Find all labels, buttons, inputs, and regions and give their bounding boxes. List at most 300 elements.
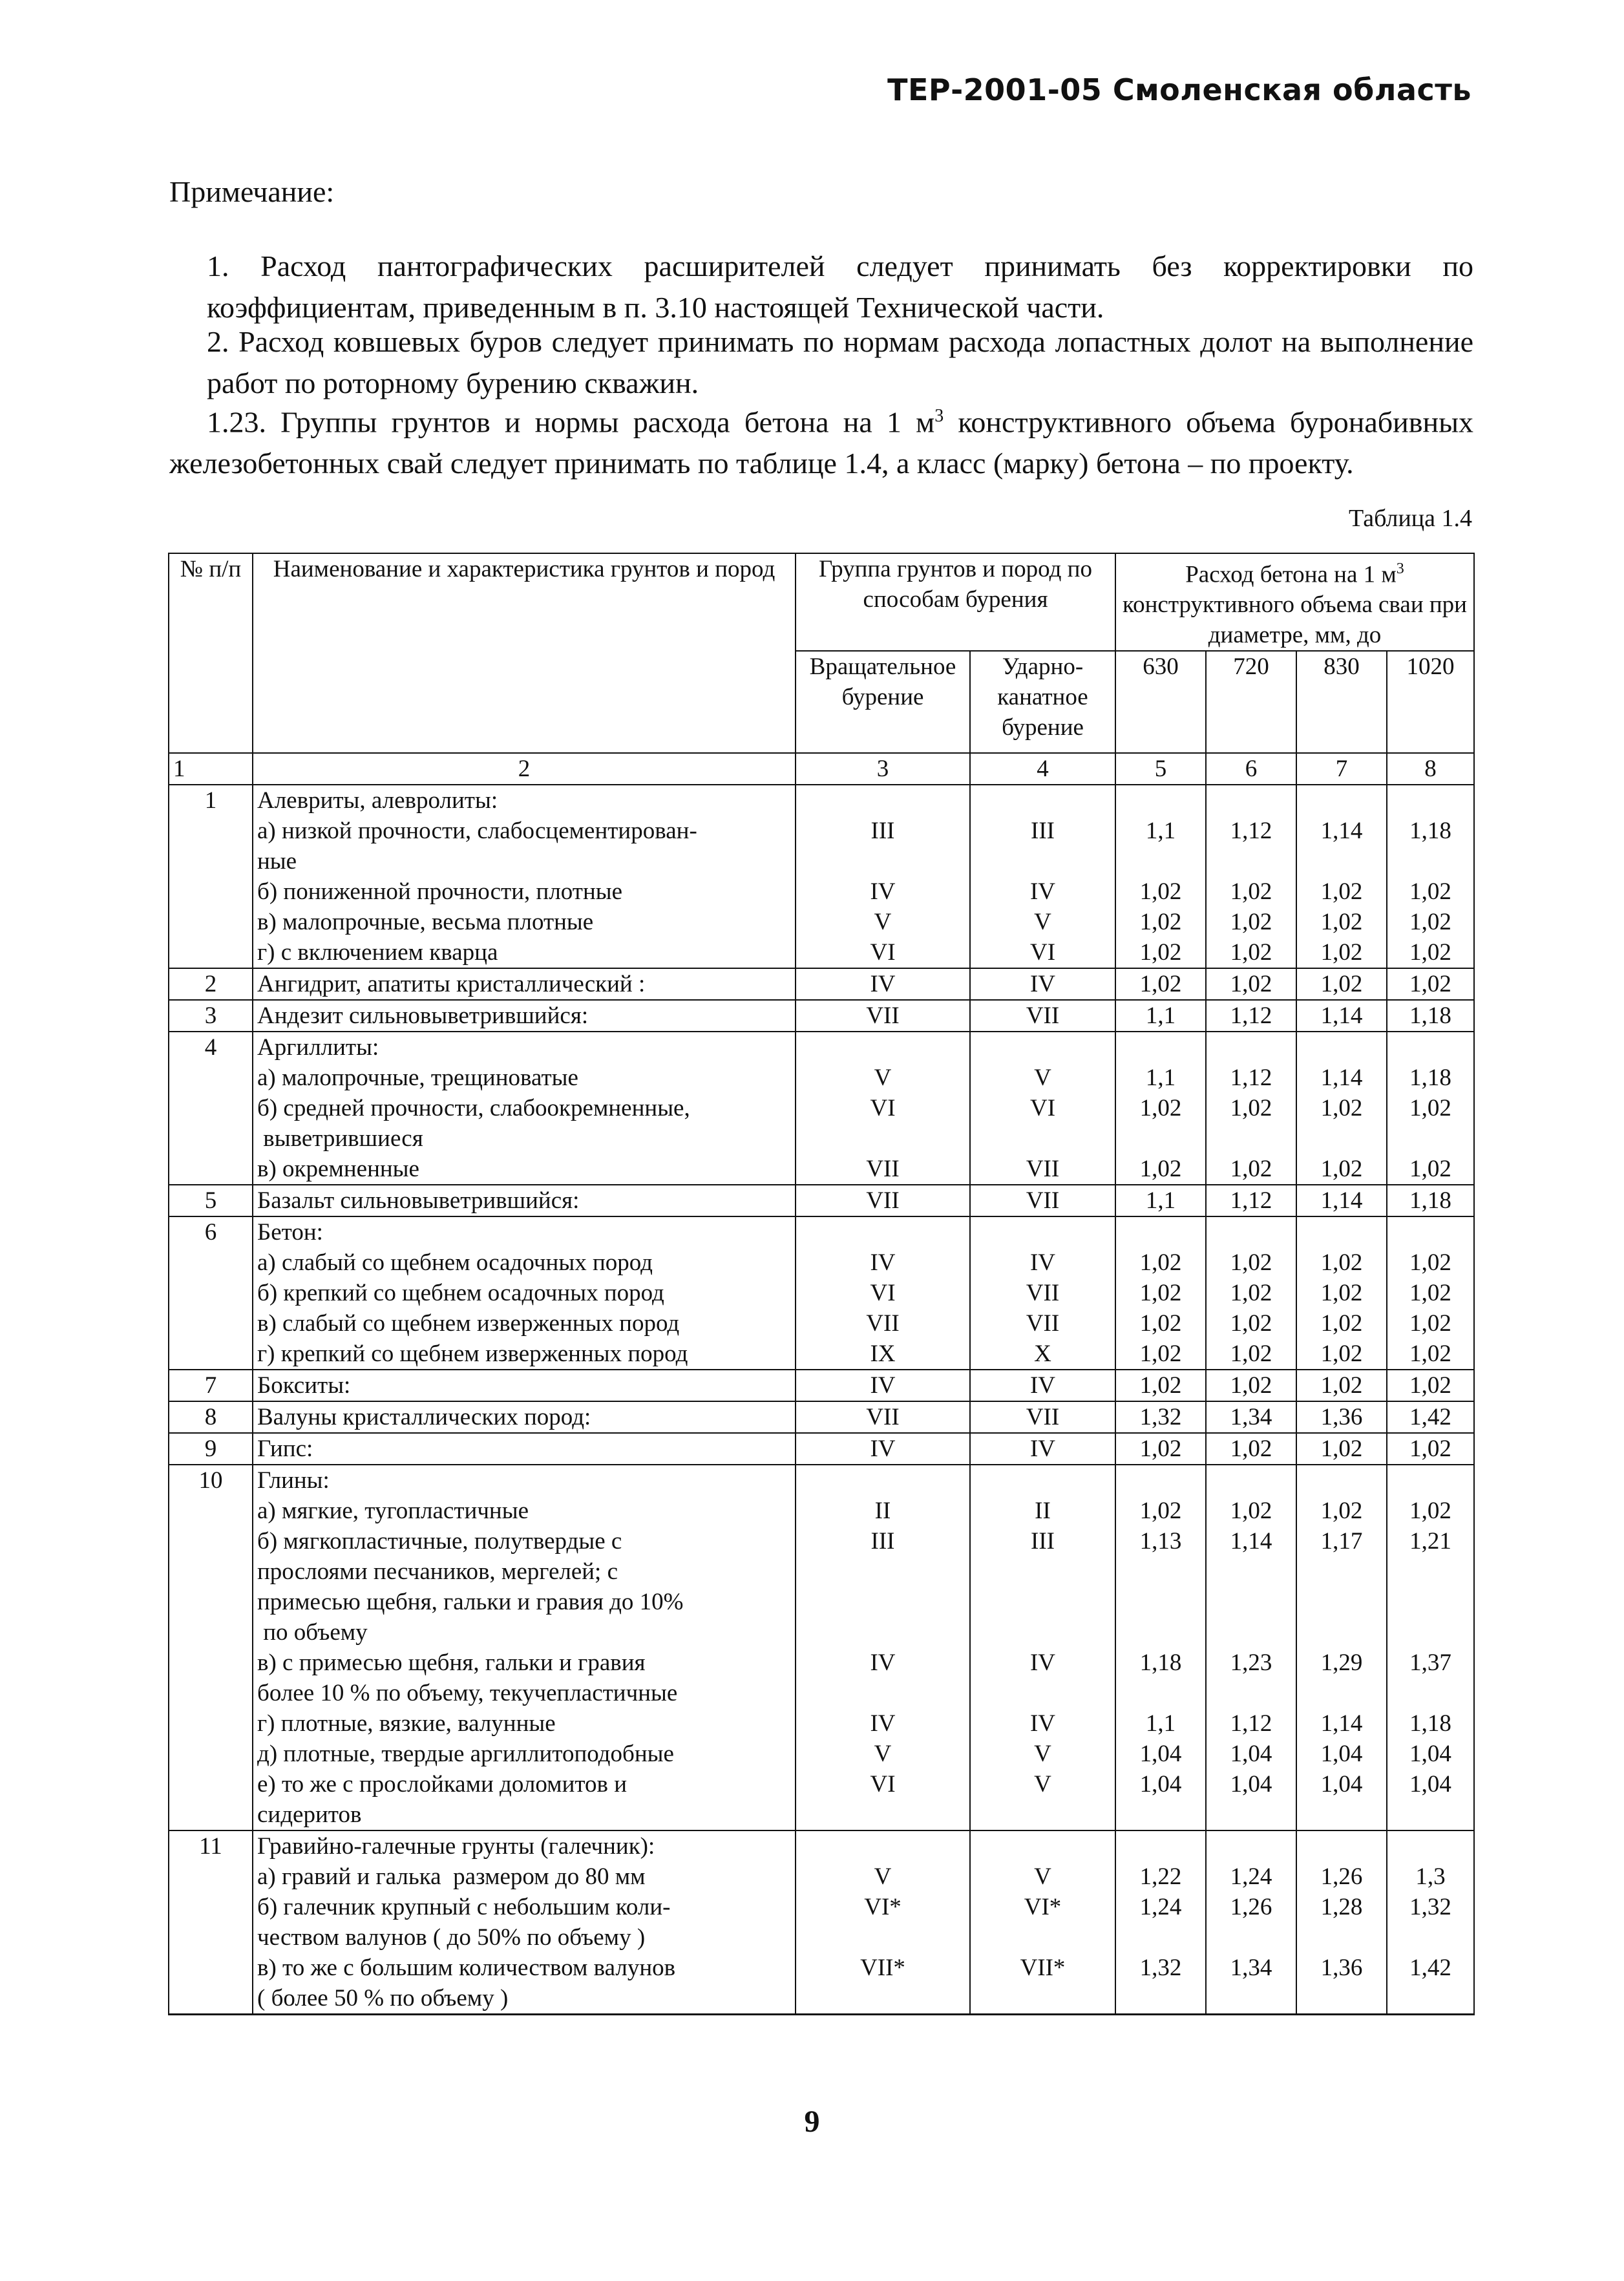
cell-line-value: 1,02 (1320, 1249, 1363, 1277)
cell-line-value: VI (1029, 939, 1056, 966)
cell-line-text: а) низкой прочности, слабосцементирован- (257, 818, 697, 845)
cell-line-value (800, 1465, 965, 1496)
cell-line-value (1391, 846, 1470, 876)
cell-v830 (1296, 1433, 1387, 1465)
cell-line-value: III (870, 818, 895, 845)
cell-line-value (1391, 1465, 1470, 1496)
cell-line-value (1120, 1617, 1201, 1648)
row-number: 11 (169, 1830, 253, 2015)
cell-line-text: а) гравий и галька размером до 80 мм (257, 1863, 646, 1891)
cell-line-value: II (874, 1498, 891, 1525)
cell-line-value: 1,02 (1409, 1249, 1451, 1277)
cell-g3 (796, 1032, 970, 1185)
cell-line-value (1210, 1556, 1292, 1587)
cell-line-value: V (874, 1741, 892, 1768)
cell-line-value (975, 785, 1111, 816)
cell-g3 (796, 1216, 970, 1370)
cell-line-value: 1,04 (1409, 1741, 1451, 1768)
cell-line-value: 1,02 (1230, 1498, 1272, 1525)
cell-line-value (1391, 785, 1470, 816)
cell-line-value (1210, 1123, 1292, 1154)
cell-line-value (800, 1123, 965, 1154)
cell-line-value: 1,02 (1409, 1498, 1451, 1525)
cell-line-value (800, 1678, 965, 1708)
cell-line-value: 1,04 (1139, 1741, 1182, 1768)
cell-line-value (1210, 1678, 1292, 1708)
cell-line-value: 1,1 (1145, 818, 1176, 845)
cell-v830 (1296, 785, 1387, 968)
cell-line-text: Аргиллиты: (257, 1034, 379, 1061)
cell-line-value: 1,02 (1320, 1498, 1363, 1525)
cell-line-value (1391, 1922, 1470, 1953)
cell-line-value (1120, 846, 1201, 876)
cell-v720 (1206, 1433, 1296, 1465)
table-row (169, 1830, 1474, 2015)
cell-line-text: е) то же с прослойками доломитов и (257, 1771, 627, 1798)
table-row (169, 1433, 1474, 1465)
cell-v1020 (1387, 1185, 1474, 1216)
row-number: 9 (169, 1433, 253, 1465)
cell-line-value: VI* (864, 1894, 902, 1921)
cell-line-value (975, 1799, 1111, 1830)
cell-v720 (1206, 1185, 1296, 1216)
cell-line-value: 1,12 (1230, 1065, 1272, 1092)
cell-v1020 (1387, 1401, 1474, 1433)
cell-name (253, 1465, 796, 1830)
cell-line-value: VII (1026, 1003, 1060, 1030)
cell-line-text: Алевриты, алевролиты: (257, 787, 498, 814)
row-number: 7 (169, 1370, 253, 1401)
cell-line-value: 1,12 (1230, 1710, 1272, 1737)
cell-line-value: IV (1029, 1436, 1056, 1463)
cell-line-value (1301, 785, 1382, 816)
cell-line-value: VII (1026, 1187, 1060, 1215)
cell-line-value: 1,36 (1320, 1955, 1363, 1982)
cell-v720 (1206, 1830, 1296, 2015)
cell-v720 (1206, 1370, 1296, 1401)
cell-line-value: 1,24 (1139, 1894, 1182, 1921)
row-number: 3 (169, 1000, 253, 1032)
cell-v1020 (1387, 1000, 1474, 1032)
cell-line-text: б) средней прочности, слабоокремненные, (257, 1095, 690, 1122)
cell-line-text: в) с примесью щебня, гальки и гравия (257, 1650, 646, 1677)
cell-line-value: V (874, 1863, 892, 1891)
cell-line-text: Андезит сильновыветрившийся: (257, 1003, 589, 1030)
table-row (169, 1401, 1474, 1433)
cell-line-value: 1,18 (1409, 1710, 1451, 1737)
cell-v1020 (1387, 1465, 1474, 1830)
cell-line-value: 1,1 (1145, 1003, 1176, 1030)
cell-line-value: V (1034, 1065, 1051, 1092)
cell-line-value: 1,02 (1139, 878, 1182, 906)
cell-g4 (970, 1465, 1115, 1830)
cell-name (253, 1433, 796, 1465)
cell-line-value: 1,04 (1230, 1771, 1272, 1798)
cell-line-value: IV (870, 971, 896, 998)
cell-v830 (1296, 1830, 1387, 2015)
cell-v830 (1296, 1185, 1387, 1216)
cell-line-value: 1,18 (1409, 1187, 1451, 1215)
para-text-b: конструктивного объема буронабивных железобетонных свай следует принимать по таблице 1.4, а класс (марку) бетона – по проекту. (169, 405, 1474, 480)
para-sup: 3 (934, 406, 944, 426)
cell-v630 (1115, 1401, 1206, 1433)
cell-name (253, 1216, 796, 1370)
cell-line-value (1120, 1983, 1201, 2013)
cell-line-value (1301, 1922, 1382, 1953)
cell-line-value (1120, 785, 1201, 816)
header-percussion: Ударно-канатное бурение (970, 651, 1115, 753)
cell-line-value: 1,02 (1230, 1095, 1272, 1122)
cell-line-value: 1,02 (1139, 909, 1182, 936)
cell-line-value: 1,02 (1230, 1310, 1272, 1337)
page-header: ТЕР-2001-05 Смоленская область (887, 72, 1471, 107)
cell-v1020 (1387, 1032, 1474, 1185)
cell-line-value: 1,32 (1139, 1404, 1182, 1431)
cell-line-value: 1,02 (1230, 1341, 1272, 1368)
cell-line-value: 1,17 (1320, 1528, 1363, 1555)
cell-line-value (975, 1032, 1111, 1063)
cell-line-value: 1,02 (1139, 1436, 1182, 1463)
cell-line-text: в) окремненные (257, 1156, 419, 1183)
cell-line-value: 1,02 (1409, 1310, 1451, 1337)
cell-line-value (1120, 1465, 1201, 1496)
cell-line-value: V (874, 1065, 892, 1092)
cell-line-value (1120, 1123, 1201, 1154)
cell-line-value (1301, 1123, 1382, 1154)
note-2: 2. Расход ковшевых буров следует принимать по нормам расхода лопастных долот на выполнение работ по роторному бурению скважин. (207, 325, 1473, 399)
cell-line-value: III (1031, 818, 1055, 845)
colnum-7: 7 (1296, 753, 1387, 785)
cell-line-value (1391, 1678, 1470, 1708)
cell-line-value: 1,02 (1320, 1156, 1363, 1183)
cell-line-value: IV (870, 1436, 896, 1463)
cell-line-value: IV (870, 1249, 896, 1277)
cell-line-value (1391, 1799, 1470, 1830)
cell-name (253, 1000, 796, 1032)
cell-line-value: 1,02 (1320, 1372, 1363, 1399)
cell-line-value: 1,02 (1320, 939, 1363, 966)
cell-line-value: 1,14 (1320, 818, 1363, 845)
cell-line-value: 1,02 (1230, 1249, 1272, 1277)
cell-line-value (975, 1831, 1111, 1862)
cell-v720 (1206, 1216, 1296, 1370)
table-row (169, 1032, 1474, 1185)
cell-v720 (1206, 1465, 1296, 1830)
cell-line-value (1301, 846, 1382, 876)
colnum-2: 2 (253, 753, 796, 785)
cell-line-value: VI (870, 939, 896, 966)
header-rotary: Вращательное бурение (796, 651, 970, 753)
cell-line-value: 1,02 (1320, 1436, 1363, 1463)
cell-g3 (796, 1830, 970, 2015)
cell-line-value: 1,02 (1409, 878, 1451, 906)
cell-line-value: V (1034, 1771, 1051, 1798)
cell-v720 (1206, 1401, 1296, 1433)
cell-name (253, 1032, 796, 1185)
cell-v830 (1296, 1032, 1387, 1185)
cell-line-value: 1,14 (1230, 1528, 1272, 1555)
cell-line-value (1210, 1217, 1292, 1247)
cell-g4 (970, 1185, 1115, 1216)
cell-line-value: VI (870, 1771, 896, 1798)
cell-name (253, 1830, 796, 2015)
cell-line-value: 1,02 (1139, 1372, 1182, 1399)
cell-line-value: 1,02 (1139, 1095, 1182, 1122)
cell-line-text: д) плотные, твердые аргиллитоподобные (257, 1741, 674, 1768)
cell-line-value: 1,18 (1139, 1650, 1182, 1677)
row-number: 4 (169, 1032, 253, 1185)
cell-line-value (975, 1556, 1111, 1587)
cell-line-value: 1,1 (1145, 1710, 1176, 1737)
cell-line-value: VII (866, 1310, 900, 1337)
cell-line-value: 1,02 (1230, 939, 1272, 966)
table-row (169, 1370, 1474, 1401)
cell-line-value: 1,02 (1230, 909, 1272, 936)
cell-line-value: IV (870, 878, 896, 906)
header-num: № п/п (169, 553, 253, 753)
cell-line-value: 1,13 (1139, 1528, 1182, 1555)
cell-line-value: VI* (1024, 1894, 1062, 1921)
cell-line-value (800, 1032, 965, 1063)
cell-line-value (1301, 1465, 1382, 1496)
cell-line-value: 1,18 (1409, 1003, 1451, 1030)
cell-line-value: 1,02 (1230, 1436, 1272, 1463)
table-row (169, 1465, 1474, 1830)
cell-line-value: VI (870, 1280, 896, 1307)
cell-line-text: б) мягкопластичные, полутвердые с (257, 1528, 622, 1555)
cell-line-value: VII (866, 1003, 900, 1030)
cell-line-value: 1,24 (1230, 1863, 1272, 1891)
table-caption: Таблица 1.4 (1348, 505, 1472, 532)
cell-line-value (1120, 1799, 1201, 1830)
cell-line-text: в) малопрочные, весьма плотные (257, 909, 594, 936)
cell-name (253, 785, 796, 968)
cell-line-value: IV (870, 1650, 896, 1677)
cell-line-value: 1,1 (1145, 1187, 1176, 1215)
cell-line-value: IV (1029, 971, 1056, 998)
cell-v1020 (1387, 968, 1474, 1000)
cell-line-value: V (874, 909, 892, 936)
cell-line-text: г) плотные, вязкие, валунные (257, 1710, 556, 1737)
cell-line-value: VII (1026, 1310, 1060, 1337)
cell-v630 (1115, 1465, 1206, 1830)
cell-line-value (1301, 1556, 1382, 1587)
cell-line-text: более 10 % по объему, текучепластичные (257, 1680, 678, 1707)
cell-line-value: 1,22 (1139, 1863, 1182, 1891)
cell-line-value (1391, 1217, 1470, 1247)
cell-line-value: 1,34 (1230, 1955, 1272, 1982)
cell-line-text: Валуны кристаллических пород: (257, 1404, 591, 1431)
cell-line-text: чеством валунов ( до 50% по объему ) (257, 1924, 646, 1951)
cell-v830 (1296, 1000, 1387, 1032)
cell-line-value (800, 1922, 965, 1953)
cell-g3 (796, 968, 970, 1000)
cell-line-text: ( более 50 % по объему ) (257, 1985, 509, 2012)
colnum-3: 3 (796, 753, 970, 785)
header-consumption-b: конструктивного объема сваи при диаметре, мм, до (1123, 591, 1467, 649)
cell-line-value (1301, 1678, 1382, 1708)
cell-g3 (796, 1000, 970, 1032)
cell-v720 (1206, 1000, 1296, 1032)
cell-line-value (1391, 1032, 1470, 1063)
cell-line-value: 1,02 (1409, 939, 1451, 966)
cell-line-value: IX (870, 1341, 896, 1368)
cell-line-value: IV (1029, 1650, 1056, 1677)
cell-line-value: VII (866, 1156, 900, 1183)
cell-g4 (970, 1401, 1115, 1433)
cell-line-value (975, 1922, 1111, 1953)
colnum-8: 8 (1387, 753, 1474, 785)
cell-line-text: Бетон: (257, 1219, 323, 1246)
cell-line-value: VII (1026, 1156, 1060, 1183)
cell-line-value: 1,36 (1320, 1404, 1363, 1431)
cell-line-text: Глины: (257, 1467, 330, 1494)
cell-g3 (796, 1185, 970, 1216)
cell-v630 (1115, 968, 1206, 1000)
cell-line-value: 1,18 (1409, 818, 1451, 845)
cell-line-text: б) крепкий со щебнем осадочных пород (257, 1280, 664, 1307)
cell-line-value: 1,28 (1320, 1894, 1363, 1921)
cell-line-value (1210, 785, 1292, 816)
cell-line-value: IV (870, 1710, 896, 1737)
cell-line-value (1301, 1617, 1382, 1648)
cell-line-value: 1,04 (1139, 1771, 1182, 1798)
header-group: Группа грунтов и пород по способам бурения (796, 553, 1115, 651)
cell-line-value: 1,32 (1409, 1894, 1451, 1921)
cell-v630 (1115, 1433, 1206, 1465)
cell-g4 (970, 1216, 1115, 1370)
cell-line-text: г) крепкий со щебнем изверженных пород (257, 1341, 688, 1368)
cell-line-value: III (870, 1528, 895, 1555)
cell-line-value (1210, 1587, 1292, 1617)
cell-v630 (1115, 785, 1206, 968)
cell-line-value (975, 1465, 1111, 1496)
cell-line-value (1301, 1032, 1382, 1063)
table-row (169, 1185, 1474, 1216)
cell-line-value (800, 846, 965, 876)
cell-line-value (1210, 1983, 1292, 2013)
soil-concrete-table (168, 553, 1475, 2015)
cell-line-value: 1,21 (1409, 1528, 1451, 1555)
row-number: 5 (169, 1185, 253, 1216)
page-number: 9 (804, 2105, 820, 2139)
cell-line-text: в) то же с большим количеством валунов (257, 1955, 676, 1982)
cell-line-text: Гипс: (257, 1436, 313, 1463)
cell-line-text: а) мягкие, тугопластичные (257, 1498, 529, 1525)
cell-line-text: Гравийно-галечные грунты (галечник): (257, 1833, 655, 1860)
cell-line-value: 1,02 (1320, 1095, 1363, 1122)
cell-v1020 (1387, 785, 1474, 968)
cell-line-value: 1,02 (1409, 909, 1451, 936)
cell-g4 (970, 785, 1115, 968)
cell-v630 (1115, 1216, 1206, 1370)
cell-line-value (1391, 1831, 1470, 1862)
cell-line-value (1210, 1617, 1292, 1648)
cell-line-value: V (1034, 909, 1051, 936)
cell-line-value: 1,12 (1230, 1003, 1272, 1030)
colnum-6: 6 (1206, 753, 1296, 785)
cell-v630 (1115, 1370, 1206, 1401)
cell-line-value (975, 846, 1111, 876)
cell-line-value: 1,18 (1409, 1065, 1451, 1092)
cell-line-text: в) слабый со щебнем изверженных пород (257, 1310, 680, 1337)
cell-g3 (796, 1433, 970, 1465)
cell-v720 (1206, 1032, 1296, 1185)
row-number: 6 (169, 1216, 253, 1370)
cell-line-text: а) малопрочные, трещиноватые (257, 1065, 578, 1092)
cell-line-value (975, 1617, 1111, 1648)
cell-line-value: 1,23 (1230, 1650, 1272, 1677)
table-row (169, 1216, 1474, 1370)
cell-v830 (1296, 968, 1387, 1000)
cell-line-value: VII* (1020, 1955, 1066, 1982)
cell-g3 (796, 1465, 970, 1830)
cell-line-text: а) слабый со щебнем осадочных пород (257, 1249, 653, 1277)
table-row (169, 968, 1474, 1000)
cell-line-value: 1,02 (1230, 971, 1272, 998)
cell-line-value (800, 1617, 965, 1648)
cell-line-value (1120, 1032, 1201, 1063)
cell-v1020 (1387, 1830, 1474, 2015)
cell-line-value: 1,34 (1230, 1404, 1272, 1431)
cell-line-value: 1,04 (1230, 1741, 1272, 1768)
cell-line-value: 1,42 (1409, 1404, 1451, 1431)
cell-line-value: 1,12 (1230, 818, 1272, 845)
cell-line-value (1391, 1983, 1470, 2013)
cell-line-value (975, 1678, 1111, 1708)
cell-v1020 (1387, 1433, 1474, 1465)
colnum-5: 5 (1115, 753, 1206, 785)
cell-line-value: 1,02 (1409, 1156, 1451, 1183)
header-d830: 830 (1296, 651, 1387, 753)
cell-line-value: 1,02 (1409, 971, 1451, 998)
header-d1020: 1020 (1387, 651, 1474, 753)
cell-line-value (975, 1983, 1111, 2013)
cell-v830 (1296, 1465, 1387, 1830)
cell-line-value: VII (1026, 1404, 1060, 1431)
cell-line-value (800, 1831, 965, 1862)
cell-line-value: 1,12 (1230, 1187, 1272, 1215)
cell-line-value: 1,02 (1139, 1156, 1182, 1183)
cell-line-value: 1,32 (1139, 1955, 1182, 1982)
cell-line-value: 1,02 (1230, 1372, 1272, 1399)
cell-line-value: 1,02 (1139, 1310, 1182, 1337)
cell-line-value (1301, 1831, 1382, 1862)
cell-line-value: 1,14 (1320, 1710, 1363, 1737)
cell-line-value: 1,26 (1230, 1894, 1272, 1921)
cell-v1020 (1387, 1216, 1474, 1370)
cell-g4 (970, 1830, 1115, 2015)
cell-line-value: IV (1029, 1249, 1056, 1277)
cell-line-value (800, 1217, 965, 1247)
cell-line-value: 1,37 (1409, 1650, 1451, 1677)
cell-line-value (1391, 1617, 1470, 1648)
cell-line-value (1301, 1799, 1382, 1830)
cell-line-value (1210, 1831, 1292, 1862)
cell-line-value: 1,29 (1320, 1650, 1363, 1677)
header-consumption (1115, 553, 1474, 651)
cell-line-text: б) пониженной прочности, плотные (257, 878, 623, 906)
cell-g4 (970, 1000, 1115, 1032)
cell-v630 (1115, 1032, 1206, 1185)
cell-line-value: III (1031, 1528, 1055, 1555)
cell-line-value: 1,02 (1139, 1498, 1182, 1525)
note-title: Примечание: (169, 175, 335, 208)
cell-line-value (1301, 1217, 1382, 1247)
cell-g3 (796, 1370, 970, 1401)
cell-line-text: выветрившиеся (257, 1125, 423, 1152)
cell-line-value: V (1034, 1863, 1051, 1891)
